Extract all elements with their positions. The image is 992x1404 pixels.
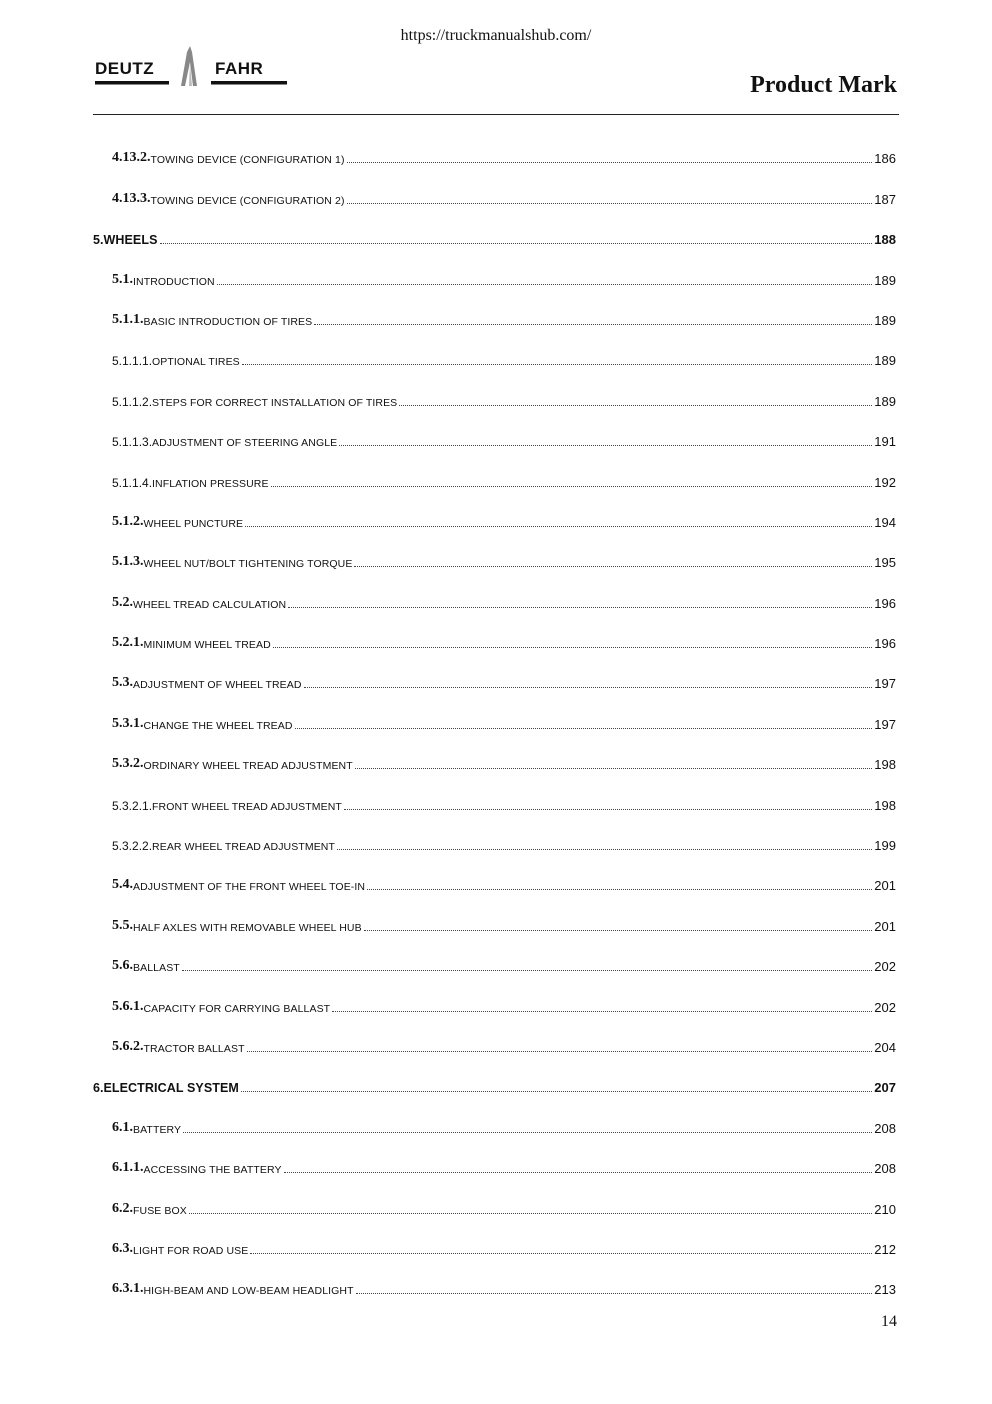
toc-entry-page: 197 <box>874 676 896 692</box>
toc-entry-number: 5.2.1. <box>112 635 144 651</box>
toc-entry-page: 191 <box>874 434 896 450</box>
toc-entry[interactable] <box>93 813 896 853</box>
toc-entry-number: 4.13.3. <box>112 190 151 206</box>
toc-entry-page: 189 <box>874 312 896 328</box>
dot-leader <box>332 1011 872 1012</box>
deutz-fahr-logo <box>93 44 288 90</box>
toc-entry-page: 201 <box>874 878 896 894</box>
dot-leader <box>245 526 872 527</box>
toc-entry-number: 5.1. <box>112 271 133 287</box>
toc-entry[interactable] <box>93 570 896 610</box>
toc-entry-number: 5.1.1.3. <box>112 435 153 450</box>
logo-text-right: FAHR <box>215 59 264 78</box>
toc-entry[interactable] <box>93 328 896 368</box>
toc-entry-title: MINIMUM WHEEL TREAD <box>143 639 271 652</box>
toc-entry-number: 5.3. <box>112 675 133 691</box>
dot-leader <box>247 1051 873 1052</box>
toc-entry-number: 6.2. <box>112 1200 133 1216</box>
toc-entry-number: 5.1.3. <box>112 554 144 570</box>
toc-entry-page: 196 <box>874 595 896 611</box>
toc-entry[interactable] <box>93 126 896 166</box>
toc-entry-title: CHANGE THE WHEEL TREAD <box>143 719 293 732</box>
toc-entry-number: 6.1.1. <box>112 1160 144 1176</box>
toc-entry-page: 187 <box>874 191 896 207</box>
toc-entry-page: 210 <box>874 1201 896 1217</box>
dot-leader <box>314 324 872 325</box>
toc-entry-title: FUSE BOX <box>133 1204 187 1217</box>
toc-entry[interactable] <box>93 368 896 408</box>
toc-entry-title: ADJUSTMENT OF STEERING ANGLE <box>152 437 338 450</box>
dot-leader <box>355 768 873 769</box>
toc-entry-page: 208 <box>874 1120 896 1136</box>
dot-leader <box>367 889 872 890</box>
toc-entry-page: 189 <box>874 353 896 369</box>
toc-entry-title: WHEELS <box>103 233 158 248</box>
toc-entry-page: 189 <box>874 272 896 288</box>
toc-entry-number: 5.1.2. <box>112 513 144 529</box>
table-of-contents <box>93 126 896 1297</box>
dot-leader <box>271 486 873 487</box>
toc-entry[interactable] <box>93 207 896 247</box>
toc-entry-title: HIGH-BEAM AND LOW-BEAM HEADLIGHT <box>143 1285 354 1298</box>
toc-entry-title: OPTIONAL TIRES <box>152 356 240 369</box>
toc-entry-number: 5.5. <box>112 917 133 933</box>
toc-entry-page: 202 <box>874 959 896 975</box>
toc-entry-title: INTRODUCTION <box>133 275 215 288</box>
toc-entry-title: LIGHT FOR ROAD USE <box>133 1244 249 1257</box>
toc-entry-number: 6.1. <box>112 1119 133 1135</box>
dot-leader <box>250 1253 872 1254</box>
toc-entry[interactable] <box>93 651 896 691</box>
toc-entry-page: 192 <box>874 474 896 490</box>
toc-entry-number: 5.3.2.2. <box>112 839 153 854</box>
dot-leader <box>347 203 873 204</box>
toc-entry-page: 197 <box>874 716 896 732</box>
toc-entry-page: 213 <box>874 1282 896 1298</box>
dot-leader <box>273 647 872 648</box>
dot-leader <box>295 728 873 729</box>
toc-entry-title: BASIC INTRODUCTION OF TIRES <box>143 315 313 328</box>
toc-entry-title: INFLATION PRESSURE <box>152 477 269 490</box>
toc-entry-number: 6. <box>93 1081 104 1096</box>
page-number: 14 <box>881 1313 897 1330</box>
toc-entry[interactable] <box>93 449 896 489</box>
dot-leader <box>242 364 873 365</box>
dot-leader <box>354 566 872 567</box>
toc-entry-number: 5.3.2. <box>112 756 144 772</box>
toc-entry[interactable] <box>93 1095 896 1135</box>
toc-entry-number: 5.3.1. <box>112 715 144 731</box>
toc-entry[interactable] <box>93 166 896 206</box>
toc-entry-title: ACCESSING THE BATTERY <box>143 1164 282 1177</box>
toc-entry-page: 198 <box>874 757 896 773</box>
toc-entry-title: ELECTRICAL SYSTEM <box>103 1081 239 1096</box>
toc-entry-title: STEPS FOR CORRECT INSTALLATION OF TIRES <box>152 396 398 409</box>
toc-entry-number: 6.3.1. <box>112 1281 144 1297</box>
toc-entry-title: HALF AXLES WITH REMOVABLE WHEEL HUB <box>133 921 362 934</box>
toc-entry-title: CAPACITY FOR CARRYING BALLAST <box>143 1002 331 1015</box>
dot-leader <box>339 445 872 446</box>
toc-entry[interactable] <box>93 409 896 449</box>
toc-entry-page: 188 <box>874 232 896 248</box>
toc-entry-title: ADJUSTMENT OF WHEEL TREAD <box>133 679 302 692</box>
toc-entry[interactable] <box>93 288 896 328</box>
toc-entry-number: 5.1.1.1. <box>112 354 153 369</box>
dot-leader <box>183 1132 872 1133</box>
toc-entry-number: 5.6.2. <box>112 1038 144 1054</box>
toc-entry[interactable] <box>93 974 896 1014</box>
dot-leader <box>217 284 873 285</box>
dot-leader <box>284 1172 873 1173</box>
toc-entry-title: BATTERY <box>133 1123 182 1136</box>
dot-leader <box>347 162 873 163</box>
dot-leader <box>182 970 872 971</box>
toc-entry-number: 5.1.1.4. <box>112 475 153 490</box>
toc-entry-number: 5.1.1.2. <box>112 394 153 409</box>
toc-entry-page: 196 <box>874 636 896 652</box>
toc-entry-page: 201 <box>874 918 896 934</box>
logo-text-left: DEUTZ <box>95 59 155 78</box>
toc-entry-title: WHEEL PUNCTURE <box>143 517 244 530</box>
toc-entry[interactable] <box>93 772 896 812</box>
toc-entry-number: 6.3. <box>112 1240 133 1256</box>
toc-entry[interactable] <box>93 732 896 772</box>
toc-entry-number: 5.3.2.1. <box>112 798 153 813</box>
toc-entry[interactable] <box>93 530 896 570</box>
dot-leader <box>399 405 872 406</box>
dot-leader <box>304 687 873 688</box>
toc-entry-page: 207 <box>874 1080 896 1096</box>
toc-entry-title: TOWING DEVICE (CONFIGURATION 2) <box>150 194 345 207</box>
dot-leader <box>364 930 873 931</box>
toc-entry[interactable] <box>93 247 896 287</box>
toc-entry-title: TOWING DEVICE (CONFIGURATION 1) <box>150 154 345 167</box>
toc-entry-number: 5.2. <box>112 594 133 610</box>
toc-entry-page: 186 <box>874 151 896 167</box>
toc-entry[interactable] <box>93 934 896 974</box>
toc-entry-page: 194 <box>874 514 896 530</box>
toc-entry-number: 5.4. <box>112 877 133 893</box>
toc-entry[interactable] <box>93 893 896 933</box>
toc-entry[interactable] <box>93 691 896 731</box>
dot-leader <box>288 607 872 608</box>
toc-entry-page: 212 <box>874 1241 896 1257</box>
toc-entry[interactable] <box>93 1217 896 1257</box>
toc-entry[interactable] <box>93 1257 896 1297</box>
toc-entry-page: 189 <box>874 393 896 409</box>
toc-entry-page: 208 <box>874 1161 896 1177</box>
toc-entry-number: 5.6. <box>112 958 133 974</box>
toc-entry-page: 198 <box>874 797 896 813</box>
toc-entry-title: ADJUSTMENT OF THE FRONT WHEEL TOE-IN <box>133 881 366 894</box>
dot-leader <box>344 809 872 810</box>
toc-entry-title: FRONT WHEEL TREAD ADJUSTMENT <box>152 800 342 813</box>
toc-entry[interactable] <box>93 1176 896 1216</box>
toc-entry[interactable] <box>93 611 896 651</box>
dot-leader <box>356 1293 873 1294</box>
dot-leader <box>160 243 873 244</box>
toc-entry-title: REAR WHEEL TREAD ADJUSTMENT <box>152 841 336 854</box>
toc-entry[interactable] <box>93 1015 896 1055</box>
source-url[interactable]: https://truckmanualshub.com/ <box>400 27 592 44</box>
toc-entry-title: BALLAST <box>133 962 180 975</box>
toc-entry-page: 202 <box>874 999 896 1015</box>
dot-leader <box>189 1213 872 1214</box>
product-mark-heading: Product Mark <box>750 72 897 98</box>
toc-entry-number: 5. <box>93 233 104 248</box>
toc-entry[interactable] <box>93 1055 896 1095</box>
toc-entry[interactable] <box>93 490 896 530</box>
dot-leader <box>241 1091 872 1092</box>
toc-entry-page: 195 <box>874 555 896 571</box>
toc-entry-title: WHEEL NUT/BOLT TIGHTENING TORQUE <box>143 558 353 571</box>
toc-entry-title: WHEEL TREAD CALCULATION <box>133 598 287 611</box>
header-rule <box>93 114 899 115</box>
toc-entry-page: 199 <box>874 838 896 854</box>
toc-entry-number: 4.13.2. <box>112 150 151 166</box>
dot-leader <box>337 849 872 850</box>
toc-entry-title: ORDINARY WHEEL TREAD ADJUSTMENT <box>143 760 353 773</box>
toc-entry-title: TRACTOR BALLAST <box>143 1042 245 1055</box>
toc-entry[interactable] <box>93 853 896 893</box>
toc-entry-number: 5.1.1. <box>112 311 144 327</box>
toc-entry-page: 204 <box>874 1039 896 1055</box>
toc-entry-number: 5.6.1. <box>112 998 144 1014</box>
toc-entry[interactable] <box>93 1136 896 1176</box>
